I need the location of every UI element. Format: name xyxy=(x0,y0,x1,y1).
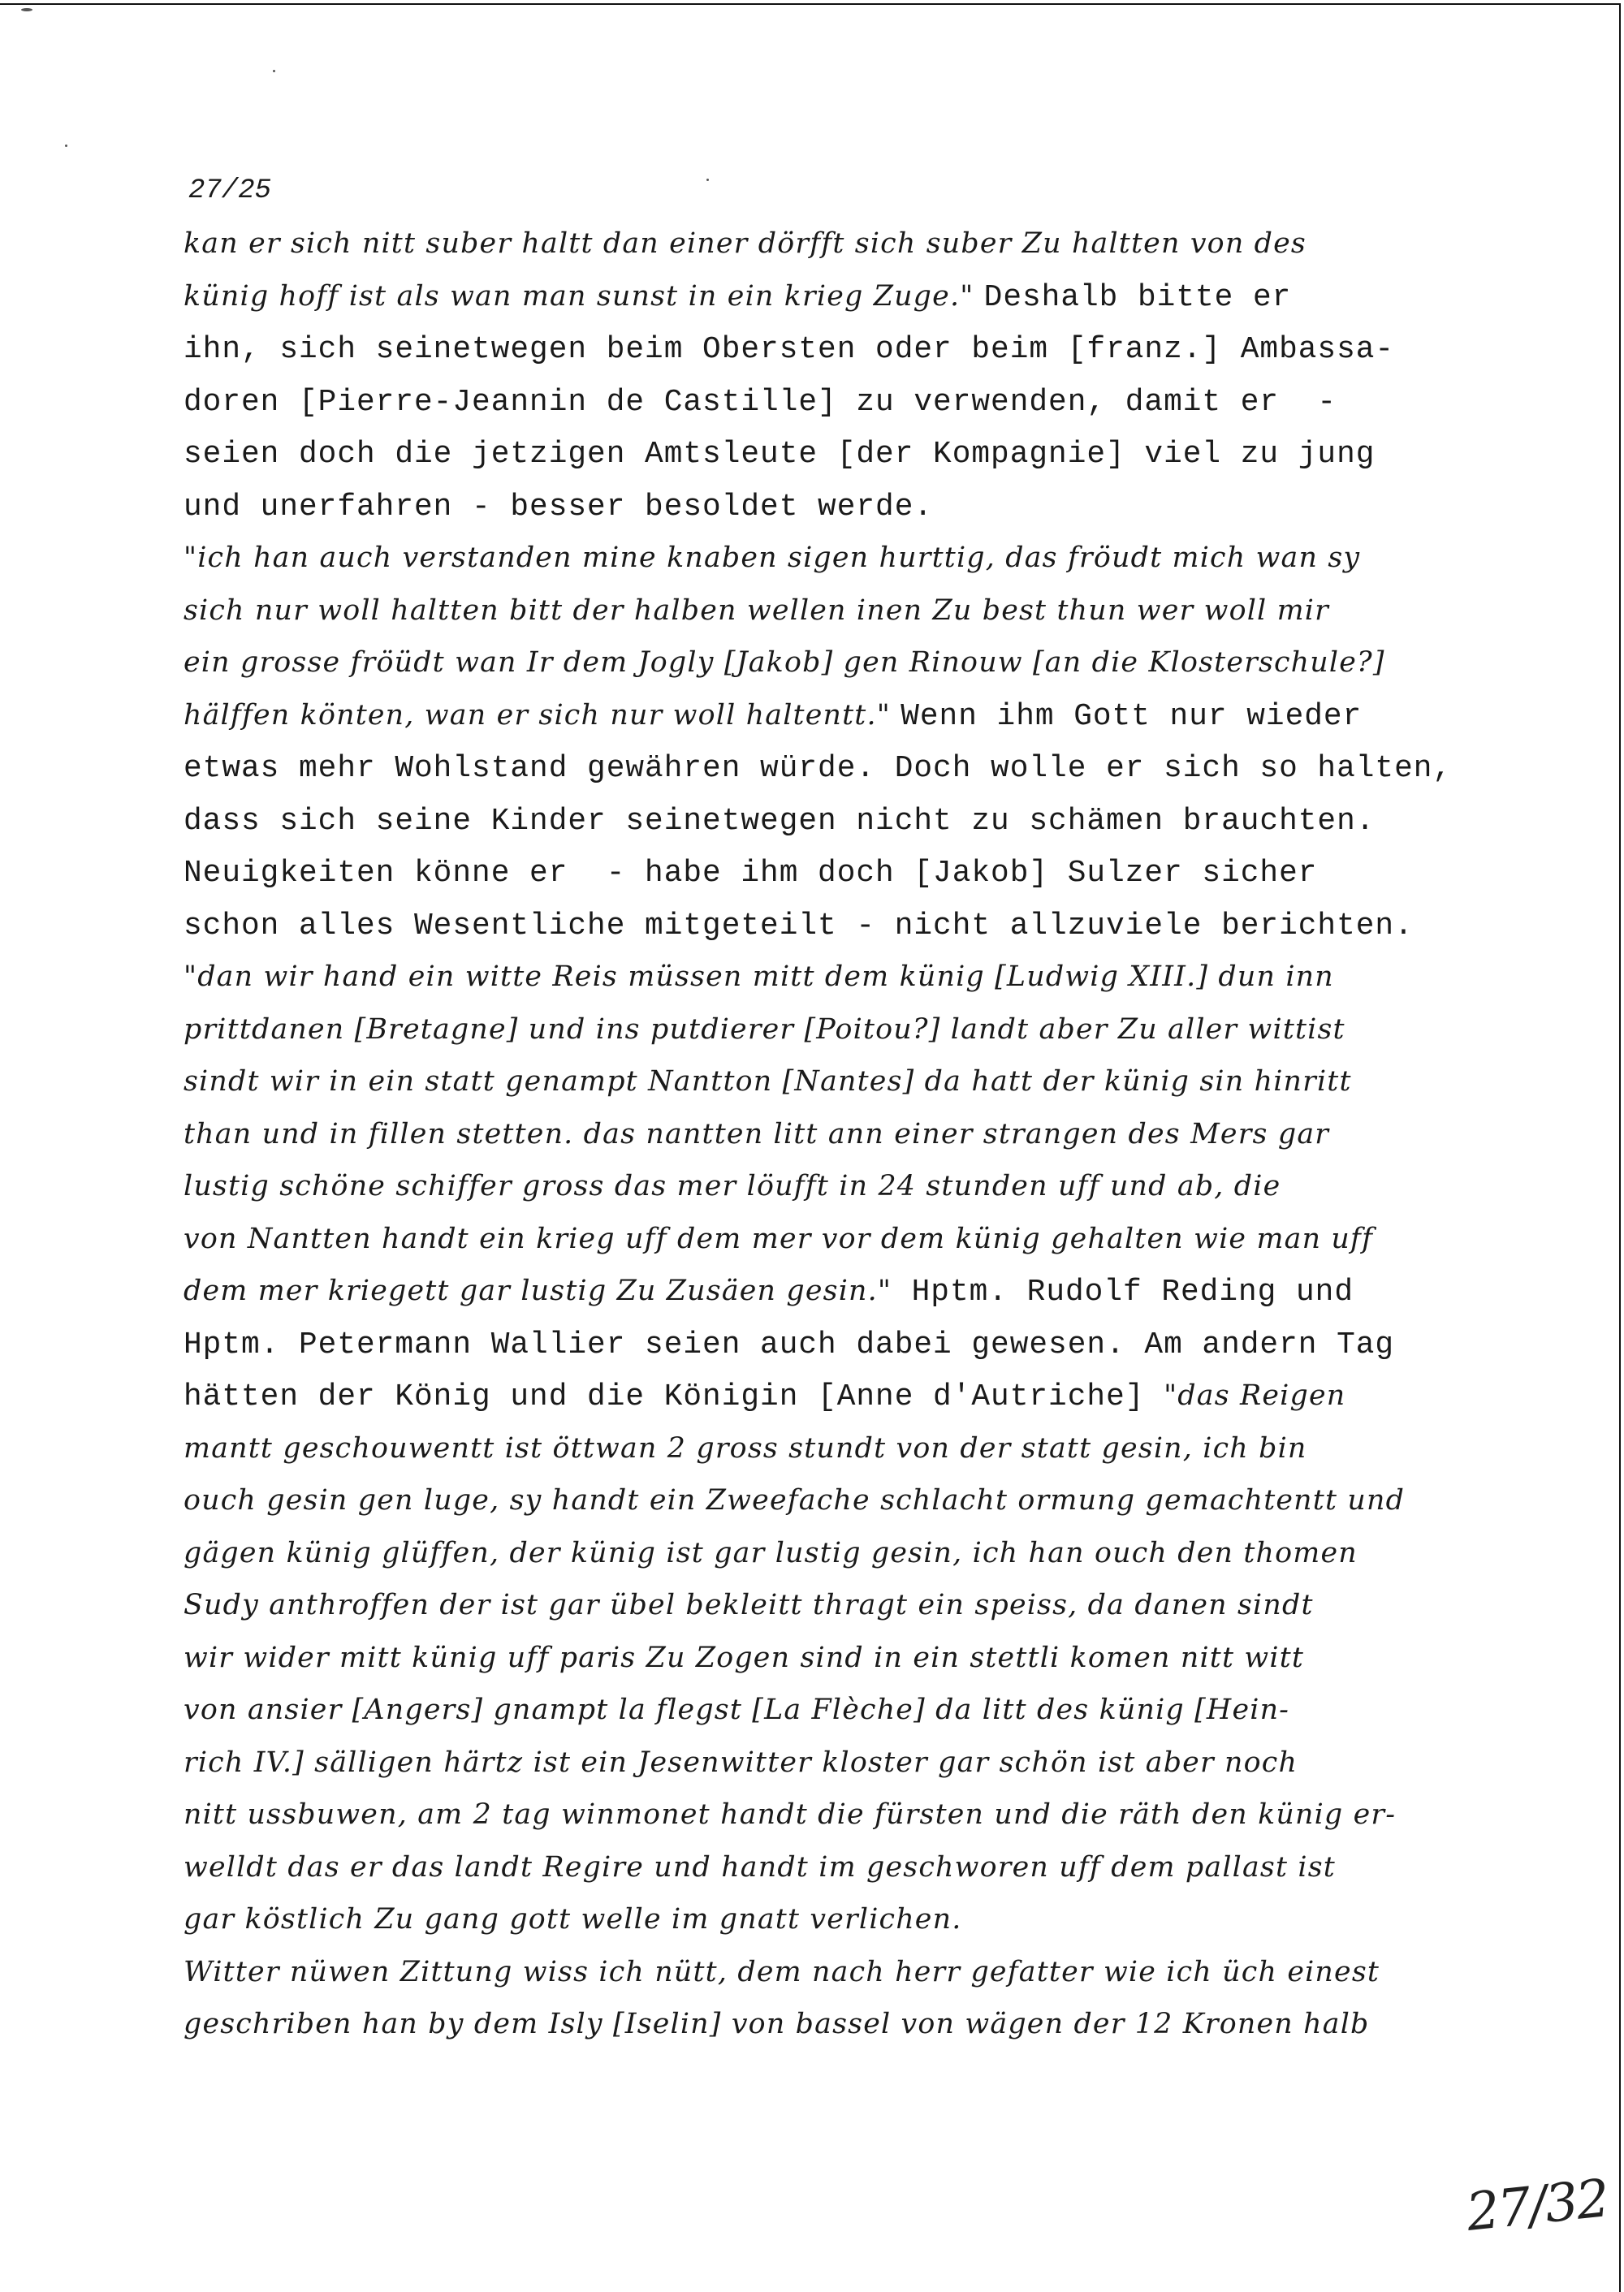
quoted-source-text: ein grosse fröüdt wan Ir dem Jogly [Jakob] gen Rinouw [an die Klosterschule?] xyxy=(184,646,1385,679)
text-line xyxy=(184,1945,1605,1998)
text-line xyxy=(184,1997,1605,2050)
scan-border-right xyxy=(1619,3,1621,2292)
scan-speck xyxy=(21,8,32,11)
document-body xyxy=(184,217,1613,2050)
text-line xyxy=(184,1736,1605,1789)
quoted-source-text: mantt geschouwentt ist öttwan 2 gross stundt von der statt gesin, ich bin xyxy=(184,1431,1307,1465)
text-line xyxy=(184,374,1605,427)
typed-summary-text: dass sich seine Kinder seinetwegen nicht zu schämen brauchten. xyxy=(184,803,1376,839)
quoted-source-text: "dan wir hand ein witte Reis müssen mitt dem künig [Ludwig XIII.] dun inn xyxy=(184,960,1334,993)
typed-summary-text: seien doch die jetzigen Amtsleute [der Kompagnie] viel zu jung xyxy=(184,437,1376,472)
quoted-source-text: lustig schöne schiffer gross das mer löufft in 24 stunden uff und ab, die xyxy=(184,1170,1281,1202)
quoted-source-text: Witter nüwen Zittung wiss ich nütt, dem nach herr gefatter wie ich üch einest xyxy=(184,1955,1380,1988)
text-line xyxy=(184,1159,1605,1212)
text-line xyxy=(184,1788,1605,1841)
typed-summary-text: doren [Pierre-Jeannin de Castille] zu verwenden, damit er - xyxy=(184,384,1337,420)
quoted-source-text: "ich han auch verstanden mine knaben sigen hurttig, das fröudt mich wan sy xyxy=(184,542,1361,574)
quoted-source-text: von Nantten handt ein krieg uff dem mer vor dem künig gehalten wie man uff xyxy=(184,1222,1374,1255)
text-line xyxy=(184,1422,1605,1474)
text-line xyxy=(184,479,1605,532)
typed-summary-text: schon alles Wesentliche mitgeteilt - nicht allzuviele berichten. xyxy=(184,908,1414,943)
page-label: 27/25 xyxy=(188,175,272,206)
text-line xyxy=(184,898,1605,951)
typed-summary-text: Wenn ihm Gott nur wieder xyxy=(901,698,1363,734)
quoted-source-text: künig hoff ist als wan man sunst in ein krieg Zuge." xyxy=(184,279,984,313)
scan-speck xyxy=(706,179,709,181)
typed-summary-text: Deshalb bitte er xyxy=(983,279,1292,315)
text-line xyxy=(184,1212,1605,1265)
text-line xyxy=(184,584,1605,637)
quoted-source-text: gägen künig glüffen, der künig ist gar lustig gesin, ich han ouch den thomen xyxy=(184,1536,1358,1569)
text-line xyxy=(184,740,1605,793)
text-line xyxy=(184,1578,1605,1631)
quoted-source-text: dem mer kriegett gar lustig Zu Zusäen gesin." xyxy=(184,1275,912,1307)
quoted-source-text: welldt das er das landt Regire und handt im geschworen uff dem pallast ist xyxy=(184,1850,1336,1884)
quoted-source-text: "das Reigen xyxy=(1164,1379,1346,1412)
handwritten-page-number: 27/32 xyxy=(1463,2169,1611,2243)
quoted-source-text: sich nur woll haltten bitt der halben wellen inen Zu best thun wer woll mir xyxy=(184,594,1329,627)
text-line xyxy=(184,688,1605,741)
scan-speck xyxy=(65,145,67,147)
text-line xyxy=(184,950,1605,1003)
text-line xyxy=(184,636,1605,688)
quoted-source-text: ouch gesin gen luge, sy handt ein Zweefache schlacht ormung gemachtentt und xyxy=(184,1484,1406,1517)
text-line xyxy=(184,793,1605,846)
text-line xyxy=(184,1369,1605,1422)
typed-summary-text: und unerfahren - besser besoldet werde. xyxy=(184,489,934,524)
quoted-source-text: gar köstlich Zu gang gott welle im gnatt verlichen. xyxy=(184,1903,962,1936)
typed-summary-text: Neuigkeiten könne er - habe ihm doch [Jakob] Sulzer sicher xyxy=(184,856,1318,891)
text-line xyxy=(184,531,1605,584)
text-line xyxy=(184,1474,1605,1526)
text-line xyxy=(184,322,1605,374)
quoted-source-text: sindt wir in ein statt genampt Nantton [Nantes] da hatt der künig sin hinritt xyxy=(184,1065,1352,1098)
quoted-source-text: rich IV.] sälligen härtz ist ein Jesenwitter kloster gar schön ist aber noch xyxy=(184,1746,1298,1779)
text-line xyxy=(184,1003,1605,1055)
scan-border-top xyxy=(0,3,1619,5)
text-line xyxy=(184,217,1605,270)
quoted-source-text: wir wider mitt künig uff paris Zu Zogen sind in ein stettli komen nitt witt xyxy=(184,1641,1305,1674)
quoted-source-text: geschriben han by dem Isly [Iselin] von bassel von wägen der 12 Kronen halb xyxy=(184,2008,1370,2040)
typed-summary-text: Hptm. Petermann Wallier seien auch dabei gewesen. Am andern Tag xyxy=(184,1327,1395,1362)
text-line xyxy=(184,1264,1605,1317)
text-line xyxy=(184,1841,1605,1893)
quoted-source-text: Sudy anthroffen der ist gar übel bekleitt thragt ein speiss, da danen sindt xyxy=(184,1589,1314,1621)
typed-summary-text: hätten der König und die Königin [Anne d'Autriche] xyxy=(184,1379,1164,1414)
text-line xyxy=(184,1631,1605,1684)
quoted-source-text: von ansier [Angers] gnampt la flegst [La Flèche] da litt des künig [Hein- xyxy=(184,1694,1290,1726)
typed-summary-text: Hptm. Rudolf Reding und xyxy=(911,1275,1354,1310)
typed-summary-text: ihn, sich seinetwegen beim Obersten oder beim [franz.] Ambassa- xyxy=(184,332,1395,367)
text-line xyxy=(184,1893,1605,1945)
quoted-source-text: hälffen könten, wan er sich nur woll haltentt." xyxy=(184,698,901,732)
text-line xyxy=(184,1683,1605,1736)
quoted-source-text: prittdanen [Bretagne] und ins putdierer [Poitou?] landt aber Zu aller wittist xyxy=(184,1012,1345,1046)
text-line xyxy=(184,1055,1605,1107)
typed-summary-text: etwas mehr Wohlstand gewähren würde. Doch wolle er sich so halten, xyxy=(184,751,1453,786)
text-line xyxy=(184,845,1605,898)
text-line xyxy=(184,270,1605,322)
text-line xyxy=(184,1107,1605,1160)
quoted-source-text: than und in fillen stetten. das nantten litt ann einer strangen des Mers gar xyxy=(184,1117,1330,1150)
text-line xyxy=(184,426,1605,479)
quoted-source-text: kan er sich nitt suber haltt dan einer dörfft sich suber Zu haltten von des xyxy=(184,227,1307,260)
text-line xyxy=(184,1526,1605,1579)
quoted-source-text: nitt ussbuwen, am 2 tag winmonet handt die fürsten und die räth den künig er- xyxy=(184,1798,1397,1831)
scan-speck xyxy=(273,70,275,72)
text-line xyxy=(184,1317,1605,1370)
